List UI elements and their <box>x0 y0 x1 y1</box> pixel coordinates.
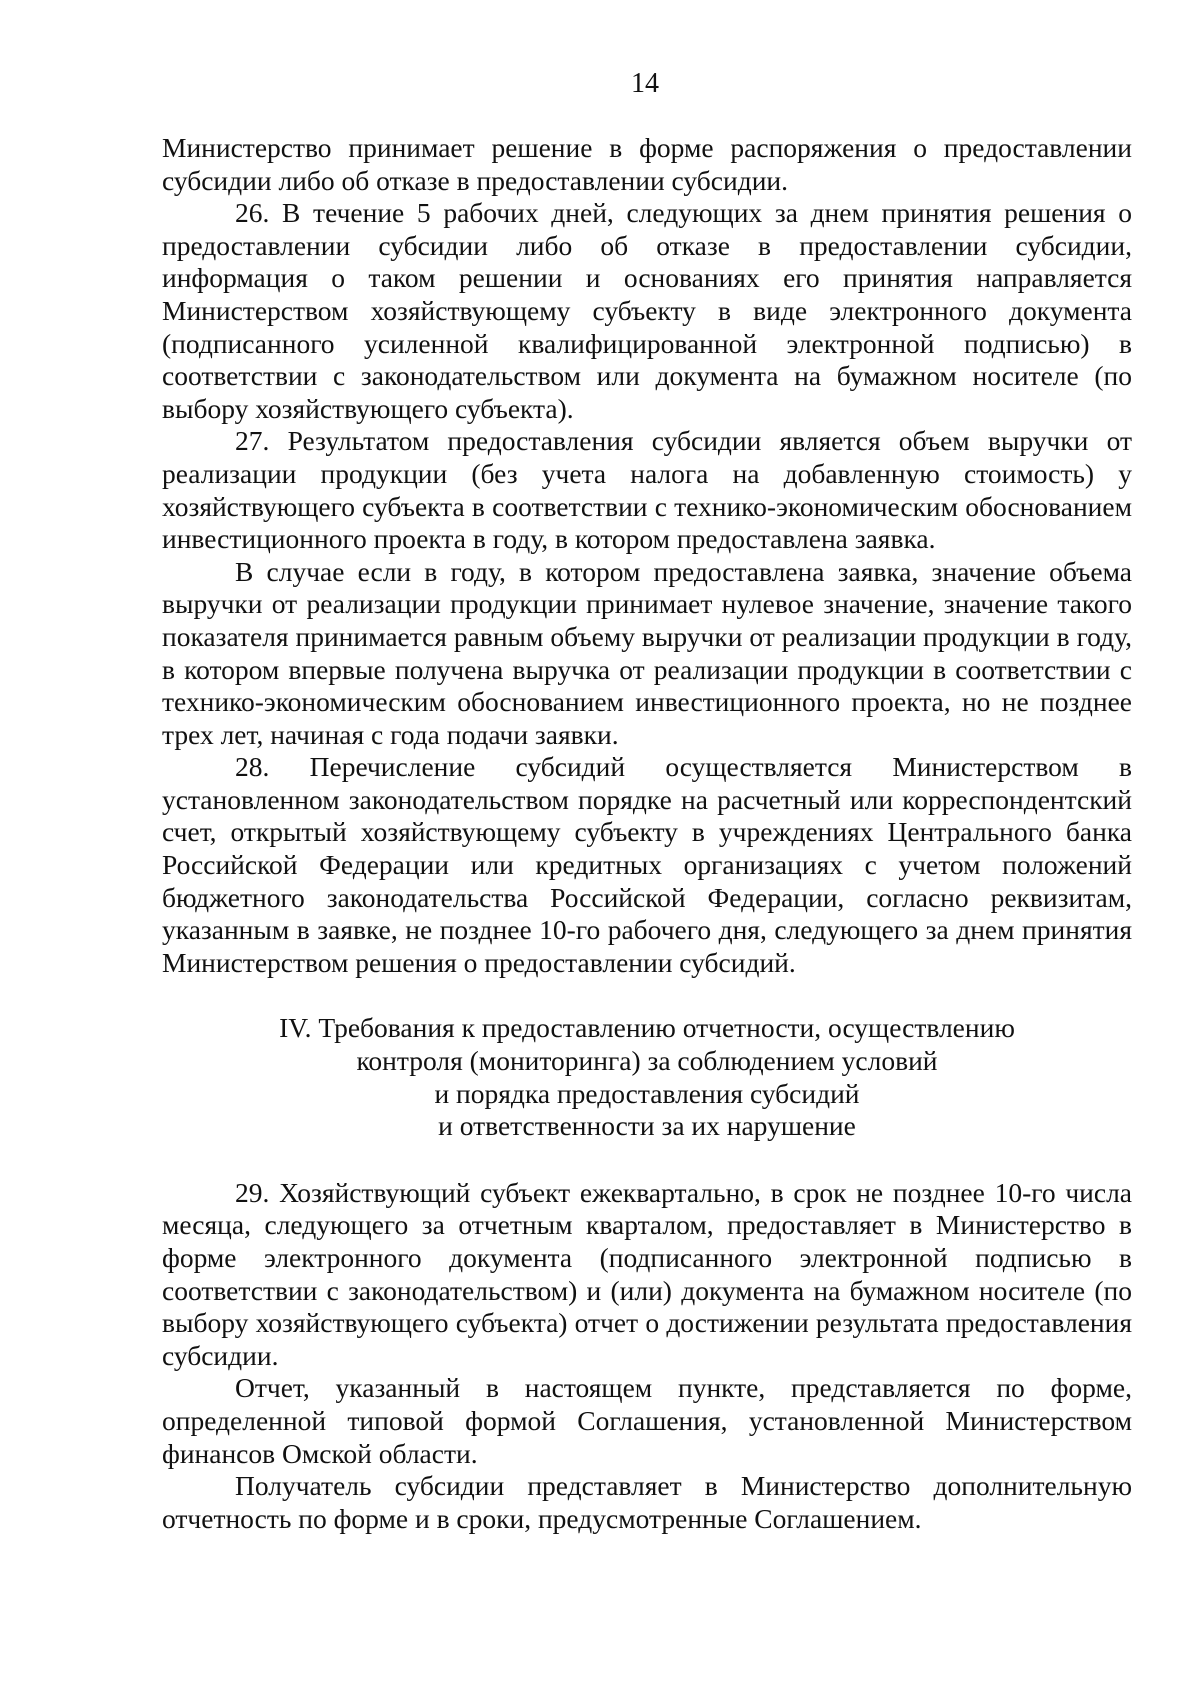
section-heading-line: IV. Требования к предоставлению отчетности, осуществлению <box>279 1012 1015 1044</box>
paragraph-26: 26. В течение 5 рабочих дней, следующих за днем принятия решения о предоставлении субсидии либо об отказе в предоставлении субсидии, информация о таком решении и основаниях его принятия направляется Министерством хозяйствующему субъекту в виде электронного документа (подписанного усиленной квалифицированной электронной подписью) в соответствии с законодательством или документа на бумажном носителе (по выбору хозяйствующего субъекта). <box>162 197 1132 424</box>
section-iv-heading <box>162 1012 1132 1142</box>
paragraph-29-additional-reporting: Получатель субсидии представляет в Министерство дополнительную отчетность по форме и в сроки, предусмотренные Соглашением. <box>162 1470 1132 1534</box>
document-body <box>162 132 1132 1535</box>
page-number: 14 <box>631 68 659 99</box>
paragraph-27-zero-revenue: В случае если в году, в котором предоставлена заявка, значение объема выручки от реализации продукции принимает нулевое значение, значение такого показателя принимается равным объему выручки от реализации продукции в году, в котором впервые получена выручка от реализации продукции в соответствии с технико-экономическим обоснованием инвестиционного проекта, но не позднее трех лет, начиная с года подачи заявки. <box>162 555 1132 750</box>
paragraph-28: 28. Перечисление субсидий осуществляется Министерством в установленном законодательством порядке на расчетный или корреспондентский счет, открытый хозяйствующему субъекту в учреждениях Центрального банка Российской Федерации или кредитных организациях с учетом положений бюджетного законодательства Российской Федерации, согласно реквизитам, указанным в заявке, не позднее 10-го рабочего дня, следующего за днем принятия Министерством решения о предоставлении субсидий. <box>162 751 1132 978</box>
section-heading-line: и ответственности за их нарушение <box>438 1110 856 1142</box>
paragraph-29: 29. Хозяйствующий субъект ежеквартально, в срок не позднее 10-го числа месяца, следующего за отчетным кварталом, предоставляет в Министерство в форме электронного документа (подписанного электронной подписью в соответствии с законодательством) и (или) документа на бумажном носителе (по выбору хозяйствующего субъекта) отчет о достижении результата предоставления субсидии. <box>162 1176 1132 1371</box>
paragraph-27: 27. Результатом предоставления субсидии является объем выручки от реализации продукции (без учета налога на добавленную стоимость) у хозяйствующего субъекта в соответствии с технико-экономическим обоснованием инвестиционного проекта в году, в котором предоставлена заявка. <box>162 425 1132 555</box>
section-heading-line: и порядка предоставления субсидий <box>434 1077 860 1109</box>
section-heading-line: контроля (мониторинга) за соблюдением условий <box>356 1045 938 1077</box>
paragraph-decision-continued: Министерство принимает решение в форме распоряжения о предоставлении субсидии либо об отказе в предоставлении субсидии. <box>162 132 1132 196</box>
paragraph-29-report-form: Отчет, указанный в настоящем пункте, представляется по форме, определенной типовой формой Соглашения, установленной Министерством финансов Омской области. <box>162 1372 1132 1469</box>
